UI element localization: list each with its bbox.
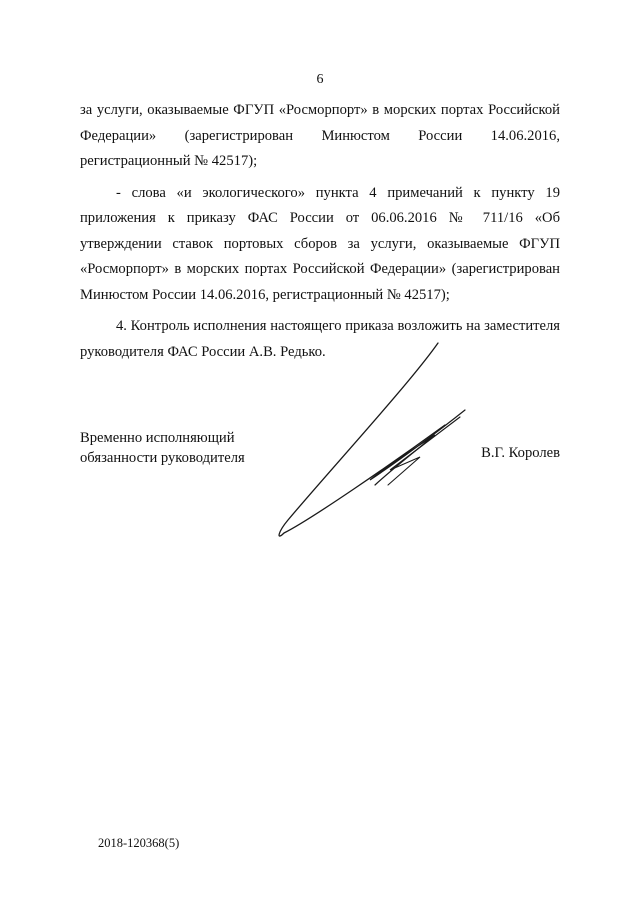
- document-body: [80, 98, 560, 371]
- page-number: 6: [316, 72, 324, 87]
- paragraph-control-clause: 4. Контроль исполнения настоящего приказа возложить на заместителя руководителя ФАС России А.В. Редько.: [80, 318, 560, 360]
- paragraph-amendment: - слова «и экологического» пункта 4 примечаний к пункту 19 приложения к приказу ФАС России от 06.06.2016 № 711/16 «Об утверждении ставок портовых сборов за услуги, оказываемые ФГУП «Росморпорт» в морских портах Российской Федерации» (зарегистрирован Минюстом России 14.06.2016, регистрационный № 42517);: [80, 184, 560, 303]
- signer-position-line1: Временно исполняющий: [80, 430, 235, 446]
- signer-name: В.Г. Королев: [481, 445, 560, 461]
- signer-position: [80, 428, 245, 468]
- signer-position-line2: обязанности руководителя: [80, 450, 245, 466]
- paragraph-continuation: за услуги, оказываемые ФГУП «Росморпорт» в морских портах Российской Федерации» (зарегистрирован Минюстом России 14.06.2016, регистрационный № 42517);: [80, 102, 560, 169]
- document-id: 2018-120368(5): [98, 836, 180, 850]
- handwritten-signature: [270, 335, 480, 540]
